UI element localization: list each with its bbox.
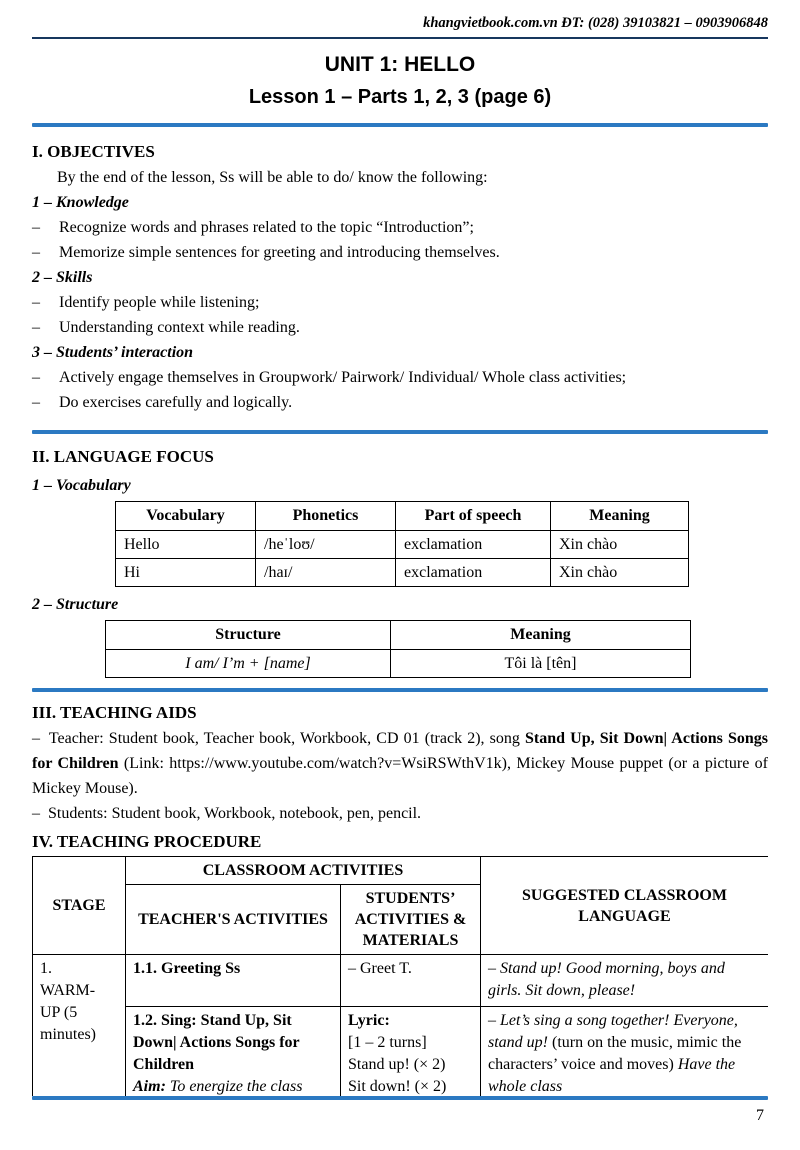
objectives-section bbox=[32, 140, 768, 415]
suggested-language-header-cell: SUGGESTED CLASSROOM LANGUAGE bbox=[481, 857, 769, 955]
objective-item bbox=[32, 290, 768, 315]
vocabulary-label: 1 – Vocabulary bbox=[32, 477, 131, 494]
contact-line: khangvietbook.com.vn ĐT: (028) 39103821 – 0903906848 bbox=[423, 15, 768, 31]
teacher-activity-cell bbox=[126, 1007, 341, 1103]
structure-cell: Tôi là [tên] bbox=[391, 650, 691, 678]
activity-title: 1.1. Greeting Ss bbox=[133, 960, 241, 977]
teaching-aids-section bbox=[32, 701, 768, 826]
vocab-cell: Hello bbox=[116, 531, 256, 559]
objective-item bbox=[32, 215, 768, 240]
teacher-aids-paragraph bbox=[32, 726, 768, 801]
aim-label: Aim: bbox=[133, 1078, 166, 1095]
bullet-dash: – bbox=[32, 805, 40, 822]
objective-text: Actively engage themselves in Groupwork/ Pairwork/ Individual/ Whole class activities; bbox=[59, 369, 627, 386]
classroom-activities-header-cell: CLASSROOM ACTIVITIES bbox=[126, 857, 481, 885]
vocabulary-row bbox=[116, 531, 689, 559]
language-focus-heading: II. LANGUAGE FOCUS bbox=[32, 447, 214, 466]
objective-text: Identify people while listening; bbox=[59, 294, 260, 311]
objective-item bbox=[32, 240, 768, 265]
structure-table bbox=[105, 620, 691, 678]
vocabulary-row bbox=[116, 559, 689, 587]
lyric-label: Lyric: bbox=[348, 1012, 390, 1029]
language-focus-section bbox=[32, 445, 768, 678]
structure-header-cell: Meaning bbox=[391, 621, 691, 650]
vocabulary-header-row bbox=[116, 502, 689, 531]
vocab-cell: Hi bbox=[116, 559, 256, 587]
objectives-intro: By the end of the lesson, Ss will be able to do/ know the following: bbox=[57, 169, 488, 186]
language-roman-text: (turn on the music, mimic the characters’ voice and moves) bbox=[488, 1034, 742, 1073]
structure-header-cell: Structure bbox=[106, 621, 391, 650]
vocab-cell: exclamation bbox=[396, 559, 551, 587]
bullet-dash: – bbox=[32, 319, 40, 336]
vocab-header-cell: Meaning bbox=[551, 502, 689, 531]
vocab-cell: /heˈloʊ/ bbox=[256, 531, 396, 559]
student-aids-line bbox=[32, 801, 768, 826]
structure-row bbox=[106, 650, 691, 678]
objectives-heading: I. OBJECTIVES bbox=[32, 142, 155, 161]
procedure-heading: IV. TEACHING PROCEDURE bbox=[32, 832, 262, 851]
vocab-cell: Xin chào bbox=[551, 559, 689, 587]
objective-text: Do exercises carefully and logically. bbox=[59, 394, 293, 411]
objective-text: Recognize words and phrases related to the topic “Introduction”; bbox=[59, 219, 474, 236]
teacher-aids-text: Teacher: Student book, Teacher book, Workbook, CD 01 (track 2), song bbox=[48, 730, 520, 747]
page-number: 7 bbox=[756, 1107, 764, 1124]
vocab-cell: /haɪ/ bbox=[256, 559, 396, 587]
vocab-cell: Xin chào bbox=[551, 531, 689, 559]
student-aids-text: Students: Student book, Workbook, notebook, pen, pencil. bbox=[48, 805, 422, 822]
bullet-dash: – bbox=[32, 219, 40, 236]
vocab-cell: exclamation bbox=[396, 531, 551, 559]
section-divider bbox=[32, 688, 768, 692]
lyric-line: Sit down! (× 2) bbox=[348, 1078, 447, 1095]
bullet-dash: – bbox=[32, 369, 40, 386]
procedure-header-row-1 bbox=[33, 857, 769, 885]
procedure-row bbox=[33, 955, 769, 1007]
vocabulary-table bbox=[115, 501, 689, 587]
procedure-section bbox=[32, 830, 768, 1102]
objectives-group-label: 1 – Knowledge bbox=[32, 194, 129, 211]
objective-text: Understanding context while reading. bbox=[59, 319, 300, 336]
vocab-header-cell: Vocabulary bbox=[116, 502, 256, 531]
vocab-header-cell: Phonetics bbox=[256, 502, 396, 531]
lesson-subtitle: Lesson 1 – Parts 1, 2, 3 (page 6) bbox=[248, 86, 552, 108]
teacher-aids-text: (Link: https://www.youtube.com/watch?v=WsiRSWthV1k), Mickey Mouse puppet (or a picture of Mickey Mouse). bbox=[32, 755, 768, 797]
bullet-dash: – bbox=[32, 394, 40, 411]
objective-text: Memorize simple sentences for greeting and introducing themselves. bbox=[59, 244, 500, 261]
bullet-dash: – bbox=[32, 730, 40, 747]
stage-text: 1. WARM-UP (5 minutes) bbox=[40, 960, 96, 1043]
page-footer bbox=[0, 1096, 800, 1150]
objective-item bbox=[32, 365, 768, 390]
bullet-dash: – bbox=[32, 294, 40, 311]
bullet-dash: – bbox=[32, 244, 40, 261]
students-activity-cell: – Greet T. bbox=[341, 955, 481, 1007]
students-activity-cell bbox=[341, 1007, 481, 1103]
section-divider bbox=[32, 430, 768, 434]
vocab-header-cell: Part of speech bbox=[396, 502, 551, 531]
classroom-language-cell bbox=[481, 1007, 769, 1103]
students-activities-header-cell: STUDENTS’ ACTIVITIES & MATERIALS bbox=[341, 885, 481, 955]
stage-header-cell: STAGE bbox=[33, 857, 126, 955]
classroom-language-cell: – Stand up! Good morning, boys and girls. Sit down, please! bbox=[481, 955, 769, 1007]
teaching-aids-heading: III. TEACHING AIDS bbox=[32, 703, 197, 722]
aim-text: To energize the class bbox=[169, 1078, 303, 1095]
objectives-group-label: 3 – Students’ interaction bbox=[32, 344, 194, 361]
document-header bbox=[32, 14, 768, 39]
objective-item bbox=[32, 315, 768, 340]
language-italic-text: Have the whole class bbox=[488, 1056, 736, 1095]
song-title-bold: Stand Up, Sit Down| Actions Songs for Children bbox=[32, 730, 768, 772]
lyric-line: [1 – 2 turns] bbox=[348, 1034, 427, 1051]
footer-divider bbox=[32, 1096, 768, 1100]
objective-item bbox=[32, 390, 768, 415]
objectives-group-label: 2 – Skills bbox=[32, 269, 93, 286]
structure-label: 2 – Structure bbox=[32, 596, 119, 613]
lyric-line: Stand up! (× 2) bbox=[348, 1056, 446, 1073]
procedure-table bbox=[32, 856, 768, 1102]
unit-title: UNIT 1: HELLO bbox=[324, 53, 476, 76]
procedure-table-clip bbox=[32, 856, 768, 1102]
teacher-activities-header-cell: TEACHER'S ACTIVITIES bbox=[126, 885, 341, 955]
activity-title: 1.2. Sing: Stand Up, Sit Down| Actions Songs for Children bbox=[133, 1012, 300, 1073]
teacher-activity-cell bbox=[126, 955, 341, 1007]
procedure-row bbox=[33, 1007, 769, 1103]
section-divider bbox=[32, 123, 768, 127]
structure-header-row bbox=[106, 621, 691, 650]
language-italic-text: – Let’s sing a song together! Everyone, stand up! bbox=[488, 1012, 738, 1051]
structure-cell: I am/ I’m + [name] bbox=[106, 650, 391, 678]
stage-cell bbox=[33, 955, 126, 1103]
